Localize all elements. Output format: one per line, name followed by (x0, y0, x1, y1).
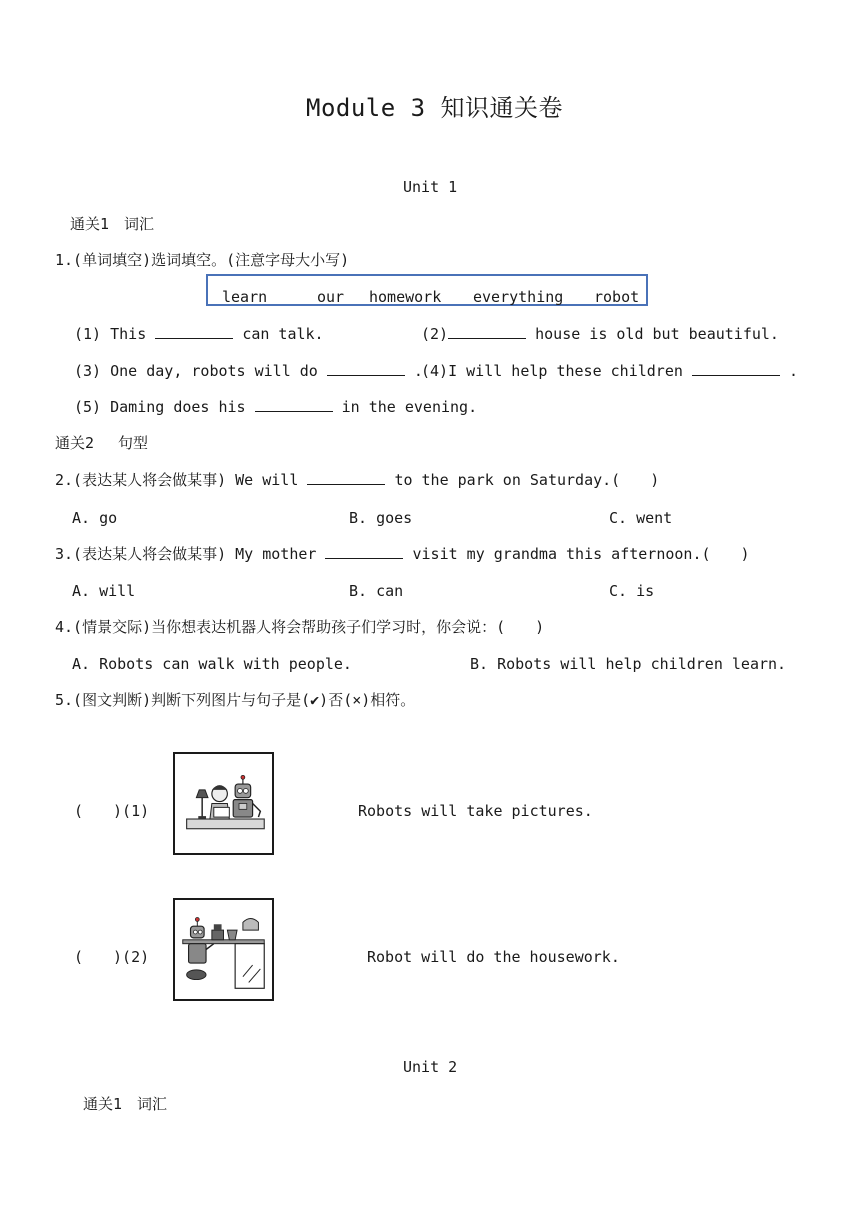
q2-option-a[interactable]: A. go (72, 509, 118, 527)
answer-blank[interactable] (327, 361, 405, 376)
q3-option-b[interactable]: B. can (349, 582, 404, 600)
q1-item-3 (74, 361, 423, 381)
robot-kitchen-picture-icon (175, 900, 272, 999)
robot-reading-picture-icon (175, 754, 272, 853)
page-title: Module 3 知识通关卷 (306, 94, 564, 122)
q3-option-c[interactable]: C. is (609, 582, 655, 600)
unit-1-heading: Unit 1 (403, 178, 458, 196)
unit-2-vocab-section-heading: 通关1 词汇 (83, 1095, 168, 1113)
q3-option-a[interactable]: A. will (72, 582, 136, 600)
q1-item-2-text-a: (2) (421, 325, 449, 343)
q1-item-2-text-b: house is old but beautiful. (535, 325, 779, 343)
q1-item-1-text-a: (1) This (74, 325, 147, 343)
q5-item-2-sentence: Robot will do the housework. (367, 948, 620, 966)
answer-blank[interactable] (692, 361, 780, 376)
word-bank-box (206, 274, 648, 306)
answer-blank[interactable] (155, 324, 233, 339)
word-bank-item: robot (594, 288, 640, 306)
q4-option-b[interactable]: B. Robots will help children learn. (470, 655, 787, 673)
answer-blank[interactable] (255, 397, 333, 412)
answer-blank[interactable] (448, 324, 526, 339)
word-bank-item: our (317, 288, 345, 306)
question-4-prompt: 4.(情景交际)当你想表达机器人将会帮助孩子们学习时，你会说：( ) (55, 618, 545, 636)
q1-item-5 (74, 397, 477, 417)
q2-option-b[interactable]: B. goes (349, 509, 413, 527)
q1-item-3-text-a: (3) One day, robots will do (74, 362, 318, 380)
q3-text-a: 3.(表达某人将会做某事) My mother (55, 545, 317, 563)
question-3-prompt (55, 544, 750, 564)
q2-option-c[interactable]: C. went (609, 509, 673, 527)
q5-item-2-label[interactable]: ( )(2) (74, 948, 150, 966)
word-bank-item: homework (369, 288, 442, 306)
q1-item-1 (74, 324, 324, 344)
question-2-prompt (55, 470, 659, 490)
q2-text-b: to the park on Saturday.( ) (394, 471, 660, 489)
answer-blank[interactable] (307, 470, 385, 485)
q5-item-1-sentence: Robots will take pictures. (358, 802, 593, 820)
unit-2-heading: Unit 2 (403, 1058, 458, 1076)
robot-and-boy-reading-illustration (173, 752, 274, 855)
sentence-section-heading: 通关2 句型 (55, 434, 149, 452)
q1-item-4-text-a: (4)I will help these children (421, 362, 683, 380)
q1-item-3-text-b: . (413, 362, 423, 380)
question-5-prompt: 5.(图文判断)判断下列图片与句子是(✔)否(×)相符。 (55, 691, 416, 709)
q1-item-2 (421, 324, 779, 344)
q1-item-5-text-a: (5) Daming does his (74, 398, 246, 416)
q3-text-b: visit my grandma this afternoon.( ) (412, 545, 750, 563)
q1-item-4 (421, 361, 798, 381)
robot-in-kitchen-illustration (173, 898, 274, 1001)
word-bank-item: learn (222, 288, 268, 306)
vocab-section-heading: 通关1 词汇 (70, 215, 155, 233)
q1-item-5-text-b: in the evening. (341, 398, 478, 416)
q2-text-a: 2.(表达某人将会做某事) We will (55, 471, 299, 489)
q5-item-1-label[interactable]: ( )(1) (74, 802, 150, 820)
question-1-prompt: 1.(单词填空)选词填空。(注意字母大小写) (55, 251, 350, 269)
word-bank-item: everything (473, 288, 564, 306)
q4-option-a[interactable]: A. Robots can walk with people. (72, 655, 352, 673)
answer-blank[interactable] (325, 544, 403, 559)
q1-item-4-text-b: . (788, 362, 798, 380)
q1-item-1-text-b: can talk. (242, 325, 324, 343)
